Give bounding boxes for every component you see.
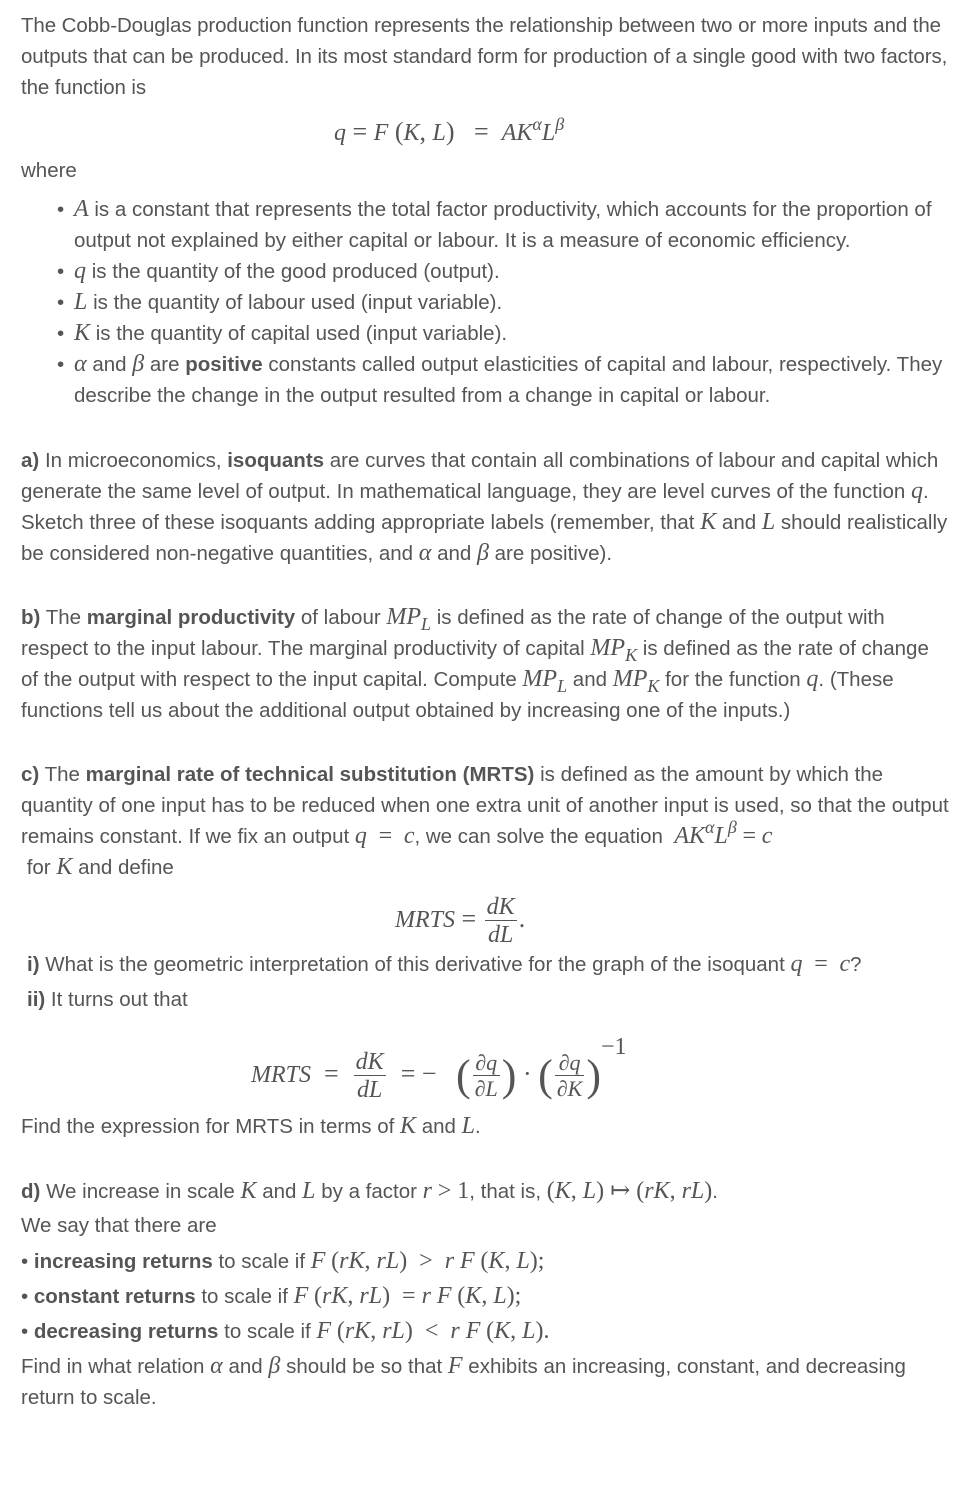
and-word: and (421, 1115, 456, 1138)
constant-bold: constant returns (33, 1285, 196, 1308)
and-word: and (92, 353, 127, 376)
mrts-partials-equation: MRTS = $\frac{dK}{dL}$ = − ( $\frac{\partial q}{\partial L}$ ) · ( $\frac{\partial q}{\partial K}$ )−1 (251, 1034, 627, 1104)
part-c-t1: The (44, 763, 80, 786)
def-ab-text: constants called output elasticities of capital and labour, respectively. They describe the change in the output resulted from a change in capital or labour. (74, 353, 943, 407)
part-d-t2: by a factor (321, 1180, 417, 1203)
part-a-t5: are positive). (494, 542, 613, 565)
scale-if: to scale if (218, 1250, 306, 1273)
and-word: and (262, 1180, 297, 1203)
intro-paragraph: The Cobb-Douglas production function represents the relationship between two or more inputs and the outputs that can be produced. In its most standard form for production of a single good with two factors, the function is (21, 14, 948, 99)
part-b-t6: . (These functions tell us about the additional output obtained by increasing one of the inputs.) (21, 668, 894, 722)
mrts-bold: marginal rate of technical substitution (MRTS) (85, 763, 535, 786)
document (21, 10, 951, 1413)
part-d-t4: . (712, 1180, 718, 1203)
part-d-label: d) (21, 1180, 41, 1203)
and-word: and (228, 1355, 263, 1378)
part-b-t5: for the function (665, 668, 801, 691)
and-word: and (572, 668, 608, 691)
part-b-t2: of labour (300, 606, 381, 629)
part-d-say: We say that there are (21, 1214, 217, 1237)
increasing-bold: increasing returns (33, 1250, 213, 1273)
mrts-definition-equation: MRTS = $\frac{dK}{dL}$ . (395, 894, 526, 949)
i-label: i) (27, 953, 40, 976)
isoquants-bold: isoquants (227, 449, 325, 472)
find3: exhibits an increasing, constant, and decreasing return to scale. (21, 1355, 906, 1409)
part-a-t1: In microeconomics, (44, 449, 222, 472)
part-a-label: a) (21, 449, 40, 472)
part-b-t1: The (45, 606, 82, 629)
find-end: . (475, 1115, 481, 1138)
def-a-text: is a constant that represents the total factor productivity, which accounts for the proportion of output not explained by either capital or labour. It is a measure of economic efficiency. (74, 198, 932, 252)
and-word: and (721, 511, 757, 534)
increasing-returns-line: • increasing returns to scale if F (rK, rL) > r F (K, L); (21, 1248, 545, 1274)
part-b-t4: is defined as the rate of change of the output with respect to the input capital. Compute (21, 637, 929, 691)
part-c-label: c) (21, 763, 40, 786)
find2: should be so that (286, 1355, 443, 1378)
constant-returns-line: • constant returns to scale if F (rK, rL) = r F (K, L); (21, 1283, 522, 1309)
ii-text: It turns out that (50, 988, 188, 1011)
find-text: Find the expression for MRTS in terms of (21, 1115, 395, 1138)
list-item: • K is the quantity of capital used (input variable). (74, 318, 951, 349)
part-b-t3: is defined as the rate of change of the output with respect to the input labour. The marginal productivity of capital (21, 606, 885, 660)
part-c-t2: is defined as the amount by which the quantity of one input has to be reduced when one extra unit of another input is used, so that the output remains constant. If we fix an output (21, 763, 949, 848)
part-c-t3: , we can solve the equation (414, 825, 663, 848)
part-a-t4: should realistically be considered non-negative quantities, and (21, 511, 948, 565)
where-label: where (21, 159, 77, 182)
def-k-text: is the quantity of capital used (input variable). (95, 322, 508, 345)
find1: Find in what relation (21, 1355, 205, 1378)
i-end: ? (850, 953, 862, 976)
part-a-t2: are curves that contain all combinations of labour and capital which generate the same level of output. In mathematical language, they are level curves of the function (21, 449, 939, 503)
part-d-find: Find in what relation α and β should be so that F exhibits an increasing, constant, and decreasing return to scale. (21, 1353, 906, 1409)
def-q-text: is the quantity of the good produced (output). (91, 260, 500, 283)
decreasing-bold: decreasing returns (33, 1320, 219, 1343)
part-a-paragraph: a) In microeconomics, isoquants are curves that contain all combinations of labour and capital which generate the same level of output. In mathematical language, they are level curves of the function q. Sketch three of these isoquants adding appropriate labels (remember, that K and L should realistically be considered non-negative quantities, and α and β are positive). (21, 449, 948, 566)
ii-label: ii) (27, 988, 46, 1011)
part-c-t5: and define (78, 856, 174, 879)
part-b-label: b) (21, 606, 41, 629)
part-c-ii (21, 984, 951, 1015)
are-word: are (149, 353, 180, 376)
part-b-paragraph: b) The marginal productivity of labour $MP_L$ is defined as the rate of change of the output with respect to the input labour. The marginal productivity of capital $MP_K$ is defined as the rate of change of the output with respect to the input capital. Compute $MP_L$ and $MP_K$ for the function q. (These functions tell us about the additional output obtained by increasing one of the inputs.) (21, 604, 929, 722)
definitions-list (21, 194, 951, 411)
list-item: • α and β are positive constants called output elasticities of capital and labour, respectively. They describe the change in the output resulted from a change in capital or labour. (74, 349, 951, 411)
production-function-equation: q = F (K, $L) = AK^\alpha L^\beta$ (334, 114, 565, 146)
part-d-t1: We increase in scale (46, 1180, 235, 1203)
def-l-text: is the quantity of labour used (input variable). (93, 291, 503, 314)
list-item: • q is the quantity of the good produced (output). (74, 256, 951, 287)
part-d-t3: , that is, (469, 1180, 542, 1203)
scale-if: to scale if (201, 1285, 288, 1308)
part-c-t4: for (26, 856, 51, 879)
part-c-paragraph: c) The marginal rate of technical substitution (MRTS) is defined as the amount by which the quantity of one input has to be reduced when one extra unit of another input is used, so that the output remains constant. If we fix an output q = c, we can solve the equation $AK^\alpha L^\beta = c$ for K and define (21, 763, 949, 880)
i-text: What is the geometric interpretation of this derivative for the graph of the isoquant (45, 953, 785, 976)
scale-if: to scale if (224, 1320, 311, 1343)
decreasing-returns-line: • decreasing returns to scale if F (rK, rL) < r F (K, L). (21, 1318, 550, 1344)
list-item: • A is a constant that represents the total factor productivity, which accounts for the proportion of output not explained by either capital or labour. It is a measure of economic efficiency. (74, 194, 951, 256)
list-item: • L is the quantity of labour used (input variable). (74, 287, 951, 318)
part-a-t3: . Sketch three of these isoquants adding appropriate labels (remember, that (21, 480, 929, 534)
part-c-i: i) What is the geometric interpretation of this derivative for the graph of the isoquant q = c? (27, 951, 862, 977)
and-word: and (437, 542, 472, 565)
marginal-productivity-bold: marginal productivity (86, 606, 296, 629)
part-c-find: Find the expression for MRTS in terms of K and L. (21, 1113, 481, 1139)
part-d-paragraph: d) We increase in scale K and L by a factor r > 1, that is, (K, L) ↦ (rK, rL). (21, 1178, 718, 1204)
positive-bold: positive (185, 353, 263, 376)
